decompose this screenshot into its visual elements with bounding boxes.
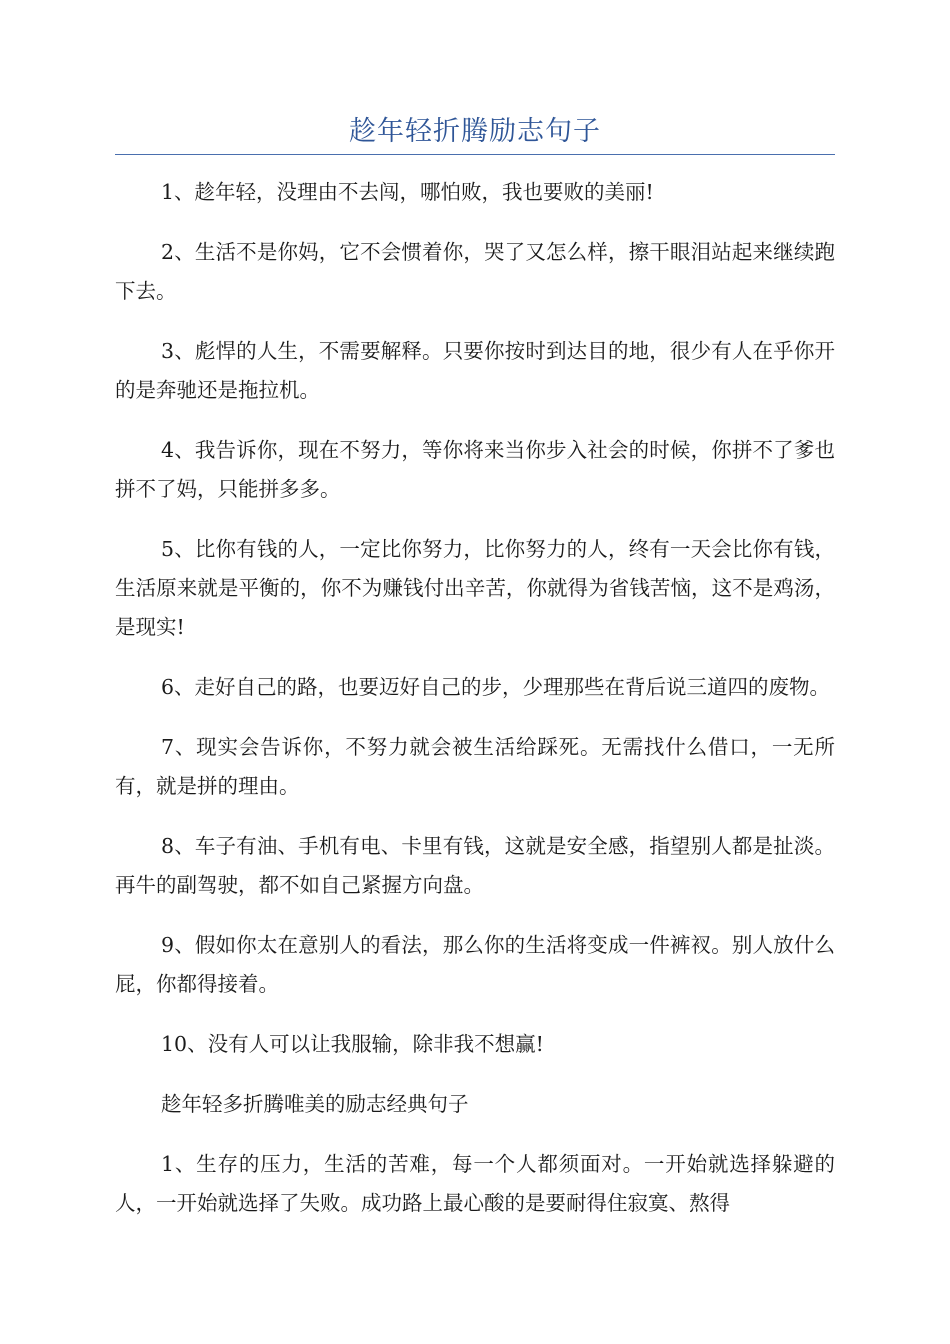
paragraph-10: 10、没有人可以让我服输，除非我不想赢! — [161, 1032, 544, 1056]
paragraph-8: 8、车子有油、手机有电、卡里有钱，这就是安全感，指望别人都是扯淡。再牛的副驾驶，都不如自己紧握方向盘。 — [115, 834, 835, 897]
paragraph-5: 5、比你有钱的人，一定比你努力，比你努力的人，终有一天会比你有钱，生活原来就是平衡的，你不为赚钱付出辛苦，你就得为省钱苦恼，这不是鸡汤，是现实! — [115, 537, 835, 639]
paragraph-6: 6、走好自己的路，也要迈好自己的步，少理那些在背后说三道四的废物。 — [161, 675, 831, 699]
paragraph-9: 9、假如你太在意别人的看法，那么你的生活将变成一件裤衩。别人放什么屁，你都得接着。 — [115, 933, 835, 996]
paragraph-2: 2、生活不是你妈，它不会惯着你，哭了又怎么样，擦干眼泪站起来继续跑下去。 — [115, 240, 835, 303]
document-body — [115, 173, 835, 1244]
title-underline — [115, 154, 835, 155]
paragraph-7: 7、现实会告诉你，不努力就会被生活给踩死。无需找什么借口，一无所有，就是拼的理由。 — [115, 735, 835, 798]
paragraph-11: 1、生存的压力，生活的苦难，每一个人都须面对。一开始就选择躲避的人，一开始就选择了失败。成功路上最心酸的是要耐得住寂寞、熬得 — [115, 1152, 835, 1215]
paragraph-4: 4、我告诉你，现在不努力，等你将来当你步入社会的时候，你拼不了爹也拼不了妈，只能拼多多。 — [115, 438, 835, 501]
section-subheading: 趁年轻多折腾唯美的励志经典句子 — [161, 1092, 469, 1116]
paragraph-3: 3、彪悍的人生，不需要解释。只要你按时到达目的地，很少有人在乎你开的是奔驰还是拖拉机。 — [115, 339, 835, 402]
document-title: 趁年轻折腾励志句子 — [349, 116, 601, 147]
paragraph-1: 1、趁年轻，没理由不去闯，哪怕败，我也要败的美丽! — [161, 180, 654, 204]
